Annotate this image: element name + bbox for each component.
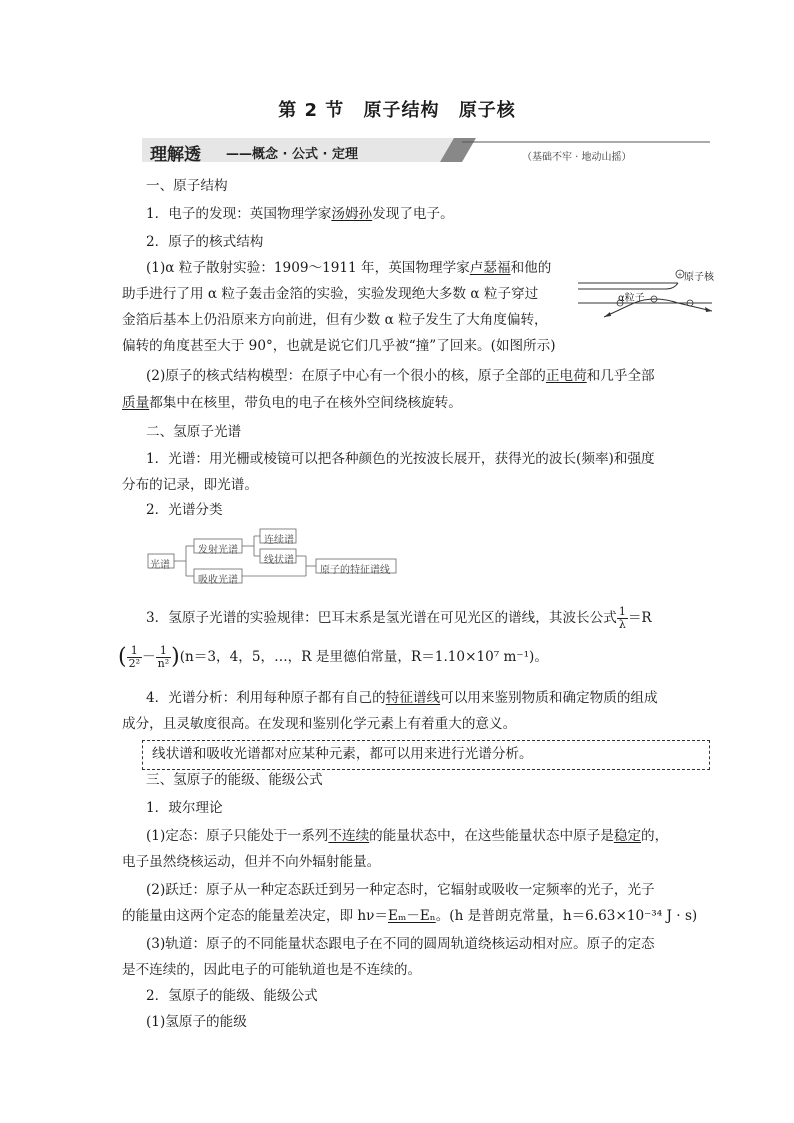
fraction-one-over-lambda: $\frac{1}{\lambda}$	[618, 605, 626, 631]
heading-atomic-structure: 一、原子结构	[146, 178, 228, 194]
title-topic-1: 原子结构	[363, 100, 440, 121]
para-spectrum-line2: 分布的记录，即光谱。	[122, 477, 258, 493]
para-balmer-line2	[118, 645, 548, 670]
text: 的能量状态中，在这些能量状态中原子是	[369, 828, 614, 844]
para-nuclear-model-line1	[146, 366, 655, 386]
highlight-thomson: 汤姆孙	[331, 206, 373, 222]
heading-hydrogen-spectrum: 二、氢原子光谱	[146, 424, 242, 440]
text: (n＝3，4，5，…，R 是里德伯常量，R＝1.10×10⁷ m⁻¹)。	[179, 649, 548, 665]
subheading-energy-level-formula: 2．氢原子的能级、能级公式	[146, 988, 318, 1004]
para-alpha-line1	[146, 258, 551, 278]
para-spectrum-line1: 1．光谱：用光栅或棱镜可以把各种颜色的光按波长展开，获得光的波长(频率)和强度	[146, 451, 655, 467]
para-nuclear-model-line2	[122, 393, 462, 413]
text: 可以用来鉴别物质和确定物质的组成	[440, 690, 658, 706]
para-alpha-line4: 偏转的角度甚至大于 90°，也就是说它们几乎被“撞”了回来。(如图所示)	[122, 338, 556, 354]
subheading-bohr-theory: 1．玻尔理论	[146, 800, 223, 816]
label-alpha-particle: α粒子	[618, 293, 645, 304]
text: 的能量由这两个定态的能量差决定，即 hν＝	[122, 908, 389, 924]
fraction-one-over-nsq: $\frac{1}{\text{n²}}$	[157, 644, 170, 670]
banner-main-text: 理解透	[150, 145, 201, 165]
text: 发现了电子。	[372, 206, 454, 222]
para-stationary-line2: 电子虽然绕核运动，但并不向外辐射能量。	[122, 854, 381, 870]
text: 和几乎全部	[586, 368, 655, 384]
diagram-absorption: 吸收光谱	[198, 575, 238, 586]
highlight-energy-difference: Eₘ－Eₙ	[388, 908, 436, 924]
para-spectral-analysis-line2: 成分，且灵敏度很高。在发现和鉴别化学元素上有着重大的意义。	[122, 716, 517, 732]
para-spectral-analysis-line1	[146, 688, 658, 708]
para-orbit-line1: (3)轨道：原子的不同能量状态跟电子在不同的圆周轨道绕核运动相对应。原子的定态	[146, 936, 655, 952]
para-balmer-line1	[146, 606, 652, 631]
text: 都集中在核里，带负电的电子在核外空间绕核旋转。	[149, 395, 462, 411]
text: －	[142, 649, 156, 665]
banner-note: （基础不牢 · 地动山摇）	[522, 152, 632, 163]
diagram-root: 光谱	[150, 560, 170, 571]
text: 和他的	[510, 260, 552, 276]
text: 1．电子的发现：英国物理学家	[146, 206, 332, 222]
page-title	[0, 96, 794, 122]
section-banner	[142, 138, 712, 166]
para-alpha-line3: 金箔后基本上仍沿原来方向前进，但有少数 α 粒子发生了大角度偏转，	[122, 312, 548, 328]
title-topic-2: 原子核	[458, 100, 516, 121]
para-electron-discovery	[146, 204, 454, 224]
para-alpha-line2: 助手进行了用 α 粒子轰击金箔的实验，实验发现绝大多数 α 粒子穿过	[122, 286, 539, 302]
text: 的，	[641, 828, 669, 844]
subheading-nuclear-structure: 2．原子的核式结构	[146, 234, 264, 250]
svg-text:+: +	[677, 271, 683, 279]
diagram-emission: 发射光谱	[198, 545, 238, 556]
highlight-positive-charge: 正电荷	[545, 368, 587, 384]
fraction-one-over-2sq: $\frac{1}{\text{2²}}$	[128, 644, 141, 670]
banner-sub-text: ——概念 · 公式 · 定理	[226, 147, 358, 162]
para-transition-line1: (2)跃迁：原子从一种定态跃迁到另一种定态时，它辐射或吸收一定频率的光子，光子	[146, 882, 655, 898]
label-nucleus: 原子核	[684, 272, 714, 283]
highlight-mass: 质量	[122, 395, 150, 411]
text: 3．氢原子光谱的实验规律：巴耳末系是氢光谱在可见光区的谱线，其波长公式	[146, 610, 617, 626]
subheading-spectrum-classification: 2．光谱分类	[146, 502, 223, 518]
subheading-hydrogen-levels: (1)氢原子的能级	[146, 1014, 247, 1030]
text: (1)α 粒子散射实验：1909～1911 年，英国物理学家	[146, 260, 470, 276]
diagram-feature: 原子的特征谱线	[320, 565, 390, 576]
highlight-feature-lines: 特征谱线	[385, 690, 441, 706]
text: (2)原子的核式结构模型：在原子中心有一个很小的核，原子全部的	[146, 368, 546, 384]
paren-right: )	[171, 644, 180, 670]
text: (1)定态：原子只能处于一系列	[146, 828, 329, 844]
text: ＝R	[627, 610, 652, 626]
paren-left: (	[118, 644, 127, 670]
text: 4．光谱分析：利用每种原子都有自己的	[146, 690, 386, 706]
note-box-text: 线状谱和吸收光谱都对应某种元素，都可以用来进行光谱分析。	[152, 746, 533, 762]
heading-energy-levels: 三、氢原子的能级、能级公式	[146, 772, 323, 788]
para-transition-line2	[122, 906, 697, 926]
title-section-number: 第 2 节	[278, 100, 345, 121]
highlight-discontinuous: 不连续	[328, 828, 370, 844]
diagram-continuous: 连续谱	[264, 535, 294, 546]
diagram-line: 线状谱	[264, 555, 294, 566]
para-orbit-line2: 是不连续的，因此电子的可能轨道也是不连续的。	[122, 962, 422, 978]
highlight-stable: 稳定	[613, 828, 642, 844]
para-stationary-line1	[146, 826, 668, 846]
text: 。(h 是普朗克常量，h＝6.63×10⁻³⁴ J · s)	[435, 908, 698, 924]
highlight-rutherford: 卢瑟福	[469, 260, 511, 276]
